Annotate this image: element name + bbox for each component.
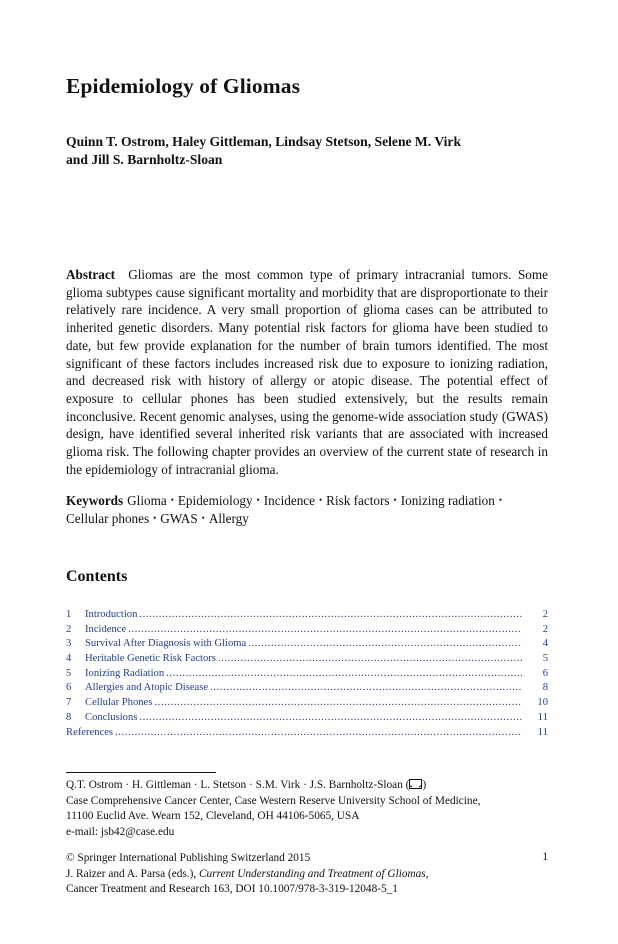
toc-leader-dots — [139, 608, 522, 623]
footnote-divider — [66, 772, 216, 773]
keyword: GWAS — [160, 510, 198, 526]
abstract-text: Gliomas are the most common type of primary intracranial tumors. Some glioma subtypes cause significant mortality and morbidity that are disproportionate to their relatively rare incidence. A very small proportion of glioma cases can be attributed to inherited genetic disorders. Many potential risk factors for glioma have been studied to date, but few provide explanation for the number of brain tumors identified. The most significant of these factors includes increased risk due to exposure to ionizing radiation, and decreased risk with history of allergy or atopic disease. The potential effect of exposure to cellular phones has been studied extensively, but the results remain inconclusive. Recent genomic analyses, using the genome-wide association study (GWAS) design, have identified several inherited risk variants that are associated with increased glioma risk. The following chapter provides an overview of the current state of research in the epidemiology of intracranial glioma. — [66, 267, 549, 477]
toc-entry-title[interactable]: References — [66, 726, 114, 738]
toc-leader-dots — [154, 696, 522, 711]
toc-entry[interactable] — [66, 696, 548, 711]
toc-entry-page[interactable]: 11 — [537, 711, 548, 723]
keyword-separator: • — [393, 495, 397, 505]
keyword: Epidemiology — [177, 493, 253, 508]
toc-entry[interactable] — [66, 667, 548, 682]
keyword: Glioma — [127, 493, 167, 508]
author-line: Quinn T. Ostrom, Haley Gittleman, Lindsay Stetson, Selene M. Virk — [66, 134, 462, 149]
toc-entry-number: 8 — [66, 711, 72, 723]
keyword: Allergy — [208, 510, 249, 526]
toc-entry-page[interactable]: 5 — [542, 653, 548, 665]
toc-entry-title[interactable]: Cellular Phones — [85, 697, 153, 709]
keyword-separator: • — [201, 512, 205, 523]
toc-entry-title[interactable]: Introduction — [85, 609, 138, 620]
copyright-line: © Springer International Publishing Switzerland 2015 — [66, 852, 311, 864]
toc-leader-dots — [166, 667, 522, 682]
toc-entry-number: 4 — [66, 653, 72, 665]
keyword: Incidence — [263, 493, 316, 508]
toc-entry[interactable] — [66, 681, 548, 696]
toc-leader-dots — [218, 652, 522, 667]
toc-entry-number: 2 — [66, 623, 72, 635]
footnote-affiliation: Case Comprehensive Cancer Center, Case Western Reserve University School of Medicine, — [66, 794, 481, 807]
toc-entry[interactable] — [66, 623, 548, 638]
toc-entry-title[interactable]: Ionizing Radiation — [85, 667, 165, 679]
toc-entry-number: 3 — [66, 638, 72, 650]
toc-entry-number: 6 — [66, 682, 72, 694]
keyword-separator: • — [153, 512, 157, 523]
abstract — [66, 266, 548, 478]
keyword: Risk factors — [326, 493, 390, 508]
toc-entry-title[interactable]: Allergies and Atopic Disease — [85, 682, 209, 694]
doi-line: Cancer Treatment and Research 163, DOI 10.1007/978-3-319-12048-5_1 — [66, 883, 398, 895]
toc-entry[interactable] — [66, 726, 548, 741]
toc-entry-title[interactable]: Survival After Diagnosis with Glioma — [85, 638, 247, 650]
author-footnote — [66, 778, 548, 840]
footnote-address: 11100 Euclid Ave. Wearn 152, Cleveland, OH 44106-5065, USA — [66, 810, 360, 822]
toc-entry-page[interactable]: 8 — [542, 682, 548, 694]
toc-leader-dots — [139, 711, 522, 726]
keyword-separator: • — [319, 495, 323, 505]
chapter-title: Epidemiology of Gliomas — [66, 74, 301, 98]
toc-entry-title[interactable]: Heritable Genetic Risk Factors — [85, 653, 216, 665]
toc-entry-page[interactable]: 4 — [542, 638, 548, 650]
keywords-label: Keywords — [66, 493, 124, 508]
toc-entry[interactable] — [66, 652, 548, 667]
toc-leader-dots — [248, 637, 522, 652]
footnote-authors: Q.T. Ostrom · H. Gittleman · L. Stetson · S.M. Virk · J.S. Barnholtz-Sloan ( ) — [66, 779, 427, 791]
abstract-label: Abstract — [66, 267, 116, 282]
footnote-email[interactable]: e-mail: jsb42@case.edu — [66, 825, 175, 838]
toc-entry-title[interactable]: Incidence — [85, 623, 127, 635]
contents-heading: Contents — [66, 568, 128, 585]
toc-entry[interactable] — [66, 608, 548, 623]
author-line: and Jill S. Barnholtz-Sloan — [66, 152, 223, 167]
toc-entry-number: 5 — [66, 667, 72, 679]
toc-entry-number: 1 — [66, 609, 72, 620]
keyword: Cellular phones — [66, 510, 150, 526]
keyword-separator: • — [170, 495, 174, 505]
toc-leader-dots — [128, 623, 522, 638]
toc-entry-page[interactable]: 10 — [537, 697, 548, 709]
toc-entry[interactable] — [66, 637, 548, 652]
citation-line: J. Raizer and A. Parsa (eds.), Current Understanding and Treatment of Gliomas, — [66, 867, 429, 880]
toc-leader-dots — [210, 681, 522, 696]
keyword-separator: • — [256, 495, 260, 505]
keyword-list — [66, 493, 506, 526]
toc-entry-number: 7 — [66, 697, 72, 709]
page-number: 1 — [542, 851, 548, 863]
author-list — [66, 133, 536, 169]
toc-entry-page[interactable]: 11 — [537, 726, 548, 738]
toc-entry-title[interactable]: Conclusions — [85, 711, 138, 723]
keywords — [66, 492, 548, 527]
keyword: Ionizing radiation — [400, 493, 495, 508]
keyword-separator: • — [498, 495, 502, 505]
toc-entry[interactable] — [66, 711, 548, 726]
toc-entry-page[interactable]: 2 — [542, 623, 548, 635]
toc-entry-page[interactable]: 6 — [542, 667, 548, 679]
toc-leader-dots — [115, 726, 522, 741]
table-of-contents — [66, 608, 548, 740]
copyright-block — [66, 851, 548, 898]
envelope-icon — [409, 779, 422, 789]
toc-entry-page[interactable]: 2 — [542, 609, 548, 620]
